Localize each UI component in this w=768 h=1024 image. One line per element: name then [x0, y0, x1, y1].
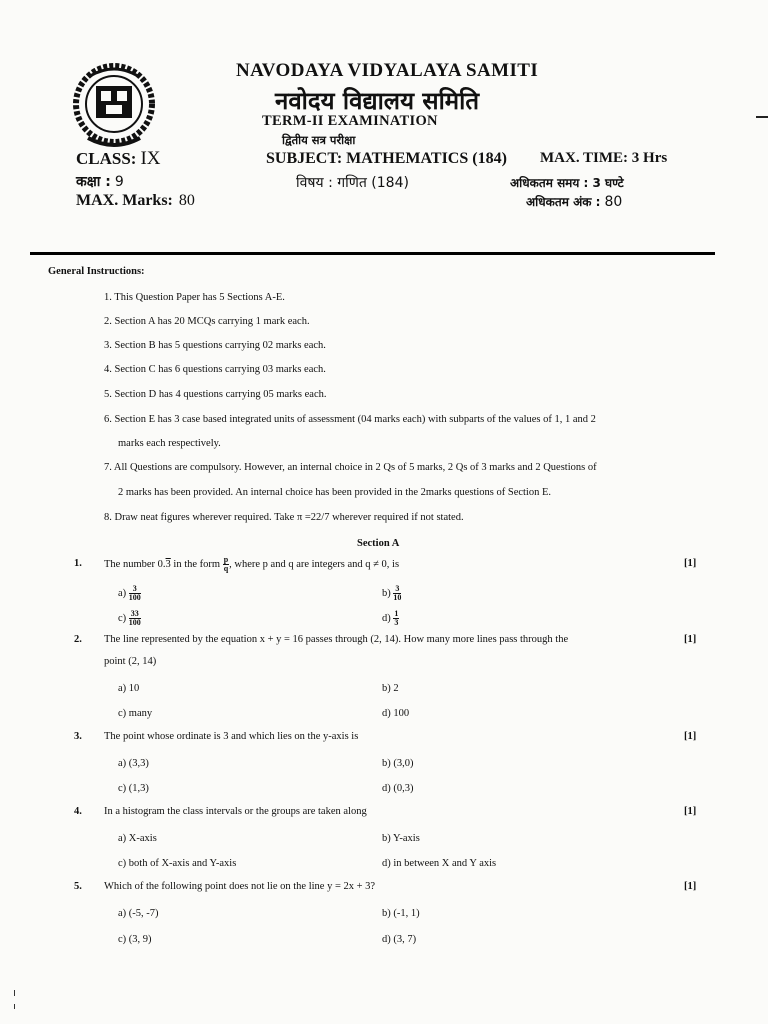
option-d: d) 100	[382, 708, 410, 719]
question-number: 5.	[74, 881, 82, 892]
instruction-item: 8. Draw neat figures wherever required. Take π =22/7 wherever required if not stated.	[104, 512, 464, 523]
q1-repeating-digit: 3	[165, 558, 171, 570]
nvs-logo	[68, 60, 160, 152]
option-b: b) Y-axis	[382, 833, 420, 844]
subject-en: SUBJECT: MATHEMATICS (184)	[266, 150, 507, 167]
section-a-title: Section A	[357, 538, 400, 549]
class-value-hi: 9	[114, 174, 124, 190]
option-a	[118, 585, 141, 602]
fraction-numerator: p	[223, 555, 229, 564]
option-b: b) (3,0)	[382, 758, 414, 769]
max-marks-value-hi: 80	[604, 194, 623, 210]
max-marks-label-en: MAX. Marks:	[76, 192, 173, 209]
margin-dash	[756, 116, 768, 118]
fraction-denominator: 100	[128, 618, 141, 627]
question-text	[104, 556, 399, 573]
option-fraction	[129, 585, 141, 602]
question-text: Which of the following point does not lie on the line y = 2x + 3?	[104, 881, 376, 892]
option-d: d) in between X and Y axis	[382, 858, 497, 869]
scan-mark	[14, 1004, 15, 1009]
fraction-numerator: 33	[130, 609, 139, 618]
question-text: The line represented by the equation x + y = 16 passes through (2, 14). How many more lines pass through the	[104, 634, 569, 645]
option-c: c) both of X-axis and Y-axis	[118, 858, 237, 869]
fraction-numerator: 3	[129, 585, 141, 594]
option-label: c)	[118, 612, 127, 624]
question-marks: [1]	[684, 731, 697, 742]
fraction-denominator: 10	[393, 593, 402, 602]
class-label-en: CLASS:	[76, 149, 137, 168]
question-number: 3.	[74, 731, 82, 742]
question-text: The point whose ordinate is 3 and which lies on the y-axis is	[104, 731, 359, 742]
instruction-item: marks each respectively.	[118, 438, 221, 449]
instruction-item: 3. Section B has 5 questions carrying 02 marks each.	[104, 340, 326, 351]
instruction-item: 6. Section E has 3 case based integrated units of assessment (04 marks each) with subparts of the values of 1, 1 and 2	[104, 414, 596, 425]
subject-hi: विषय : गणित (184)	[296, 175, 409, 191]
option-a: a) 10	[118, 683, 140, 694]
option-fraction	[129, 610, 141, 627]
org-name-en: NAVODAYA VIDYALAYA SAMITI	[236, 60, 539, 81]
question-marks: [1]	[684, 881, 697, 892]
question-marks: [1]	[684, 558, 697, 569]
question-number: 2.	[74, 634, 82, 645]
header-rule	[30, 252, 715, 255]
option-b: b) 2	[382, 683, 399, 694]
option-c: c) (3, 9)	[118, 934, 152, 945]
q1-text-mid: in the form	[170, 558, 223, 570]
instruction-item: 2. Section A has 20 MCQs carrying 1 mark each.	[104, 316, 310, 327]
exam-title-hi: द्वितीय सत्र परीक्षा	[282, 133, 356, 147]
exam-title-en: TERM-II EXAMINATION	[262, 113, 438, 129]
instruction-item: 4. Section C has 6 questions carrying 03 marks each.	[104, 364, 326, 375]
max-time-hi: अधिकतम समय : 3 घण्टे	[510, 176, 624, 190]
max-marks-en	[76, 192, 195, 210]
q1-text-pre: The number 0.	[104, 558, 166, 570]
fraction-denominator: 100	[128, 593, 141, 602]
instruction-item: 7. All Questions are compulsory. However, an internal choice in 2 Qs of 5 marks, 2 Qs of 3 marks and 2 Questions of	[104, 462, 597, 473]
option-c	[118, 610, 141, 627]
option-d: d) (3, 7)	[382, 934, 417, 945]
option-label: d)	[382, 612, 391, 624]
q1-text-post: , where p and q are integers and q ≠ 0, is	[229, 558, 400, 570]
option-b: b) (-1, 1)	[382, 908, 420, 919]
option-d	[382, 610, 399, 627]
question-marks: [1]	[684, 634, 697, 645]
fraction-denominator: 3	[394, 618, 399, 627]
org-name-hi: नवोदय विद्यालय समिति	[275, 87, 480, 115]
instruction-item: 1. This Question Paper has 5 Sections A-E.	[104, 292, 285, 303]
fraction-numerator: 3	[395, 584, 400, 593]
option-label: a)	[118, 587, 127, 599]
option-a: a) (-5, -7)	[118, 908, 159, 919]
max-marks-value-en: 80	[178, 192, 195, 209]
question-number: 1.	[74, 558, 82, 569]
fraction-denominator: q	[223, 564, 229, 573]
max-marks-label-hi: अधिकतम अंक :	[526, 195, 601, 209]
class-label-hi: कक्षा :	[76, 174, 111, 190]
option-fraction	[393, 585, 401, 602]
class-field-hi	[76, 172, 124, 191]
question-number: 4.	[74, 806, 82, 817]
instructions-title: General Instructions:	[48, 266, 145, 277]
class-value-en: IX	[140, 148, 161, 169]
scan-mark	[14, 990, 15, 996]
option-d: d) (0,3)	[382, 783, 414, 794]
instruction-item: 2 marks has been provided. An internal choice has been provided in the 2marks questions of Section E.	[118, 487, 552, 498]
max-marks-hi	[526, 193, 622, 210]
max-time-en: MAX. TIME: 3 Hrs	[540, 150, 668, 166]
option-a: a) X-axis	[118, 833, 157, 844]
fraction-numerator: 1	[394, 609, 399, 618]
question-text: In a histogram the class intervals or the groups are taken along	[104, 806, 367, 817]
option-b	[382, 585, 401, 602]
option-label: b)	[382, 587, 391, 599]
option-c: c) many	[118, 708, 153, 719]
class-field-en	[76, 148, 161, 170]
option-fraction	[393, 610, 399, 627]
instruction-item: 5. Section D has 4 questions carrying 05 marks each.	[104, 389, 327, 400]
option-a: a) (3,3)	[118, 758, 149, 769]
option-c: c) (1,3)	[118, 783, 149, 794]
question-marks: [1]	[684, 806, 697, 817]
question-text-continued: point (2, 14)	[104, 656, 157, 667]
